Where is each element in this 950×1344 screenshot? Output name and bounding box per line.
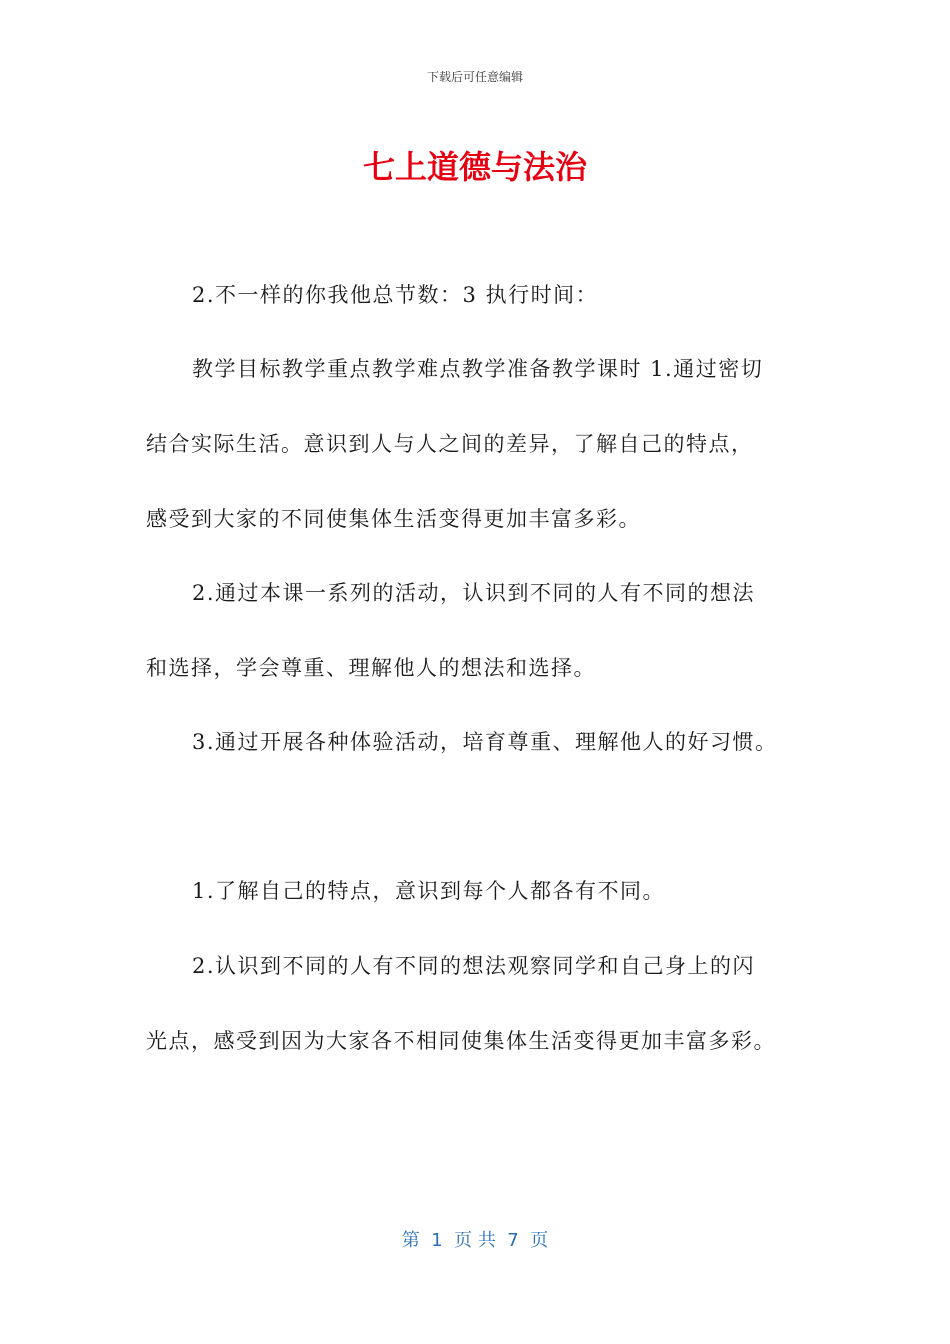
header-note: 下载后可任意编辑 [426, 70, 523, 84]
paragraph-line: 和选择，学会尊重、理解他人的想法和选择。 [146, 656, 596, 680]
paragraph-line: 2.通过本课一系列的活动，认识到不同的人有不同的想法 [192, 581, 756, 605]
paragraph-line: 1.了解自己的特点，意识到每个人都各有不同。 [192, 879, 666, 903]
document-title: 七上道德与法治 [362, 148, 587, 186]
paragraph-line: 感受到大家的不同使集体生活变得更加丰富多彩。 [146, 507, 641, 531]
paragraph-line: 教学目标教学重点教学难点教学准备教学课时 1.通过密切 [192, 357, 764, 381]
paragraph-line: 2.认识到不同的人有不同的想法观察同学和自己身上的闪 [192, 954, 756, 978]
paragraph-line: 结合实际生活。意识到人与人之间的差异，了解自己的特点， [146, 432, 754, 456]
paragraph-line: 光点，感受到因为大家各不相同使集体生活变得更加丰富多彩。 [146, 1029, 776, 1053]
page-number-footer: 第 1 页 共 7 页 [401, 1230, 549, 1251]
paragraph-line: 3.通过开展各种体验活动，培育尊重、理解他人的好习惯。 [192, 730, 778, 754]
paragraph-line: 2.不一样的你我他总节数：3 执行时间： [192, 283, 599, 307]
